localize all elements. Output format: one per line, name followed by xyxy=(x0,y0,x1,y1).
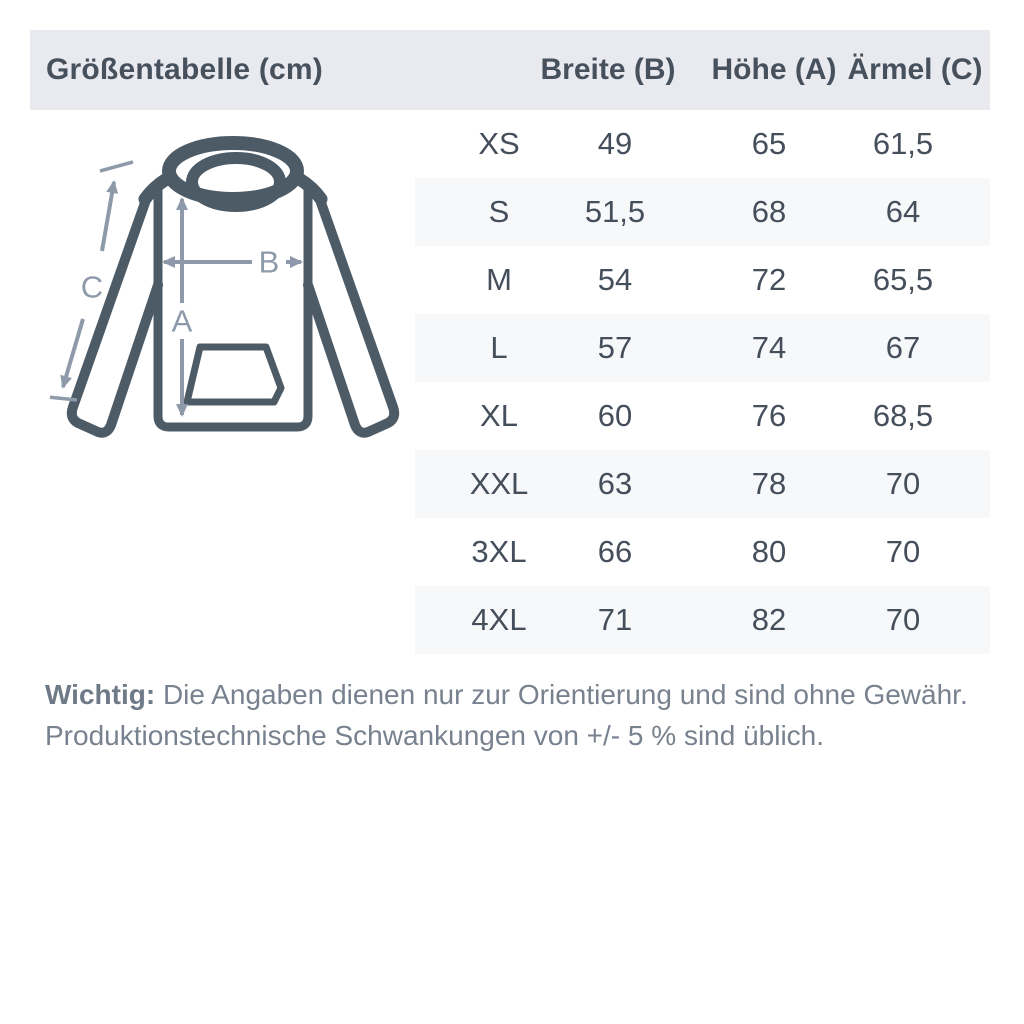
size-label: L xyxy=(490,330,508,365)
hoodie-outline xyxy=(72,143,394,433)
breite-value: 57 xyxy=(597,330,633,365)
table-row xyxy=(415,178,990,246)
hoehe-value: 65 xyxy=(751,126,787,161)
breite-value: 63 xyxy=(597,466,633,501)
hoehe-value: 76 xyxy=(751,398,787,433)
breite-value: 60 xyxy=(597,398,633,433)
size-label: XS xyxy=(478,126,520,161)
aermel-value: 64 xyxy=(885,194,921,229)
hoehe-value: 82 xyxy=(751,602,787,637)
page-title: Größentabelle (cm) xyxy=(46,53,323,86)
size-label: 4XL xyxy=(471,602,527,637)
hoehe-value: 74 xyxy=(751,330,787,365)
label-c: C xyxy=(80,269,104,305)
breite-value: 66 xyxy=(597,534,633,569)
table-header xyxy=(30,30,990,110)
breite-value: 54 xyxy=(597,262,633,297)
breite-value: 49 xyxy=(597,126,633,161)
table-row xyxy=(415,586,990,654)
breite-value: 71 xyxy=(597,602,633,637)
pocket-outline xyxy=(187,347,281,402)
size-table xyxy=(415,110,990,654)
size-label: XL xyxy=(480,398,518,433)
hoehe-value: 72 xyxy=(751,262,787,297)
table-row xyxy=(415,314,990,382)
measure-cap-top xyxy=(100,162,133,171)
aermel-value: 70 xyxy=(885,534,921,569)
column-header-hoehe: Höhe (A) xyxy=(711,53,837,86)
aermel-value: 68,5 xyxy=(872,398,934,433)
table-row xyxy=(415,382,990,450)
aermel-value: 67 xyxy=(885,330,921,365)
table-row xyxy=(415,246,990,314)
table-row xyxy=(415,110,990,178)
hoehe-value: 78 xyxy=(751,466,787,501)
size-label: 3XL xyxy=(471,534,527,569)
aermel-value: 65,5 xyxy=(872,262,934,297)
label-a: A xyxy=(171,303,193,339)
breite-value: 51,5 xyxy=(584,194,646,229)
hoodie-measurement-diagram xyxy=(50,135,410,461)
disclaimer xyxy=(45,674,975,756)
table-row xyxy=(415,518,990,586)
size-label: M xyxy=(486,262,512,297)
column-header-aermel: Ärmel (C) xyxy=(847,53,983,86)
aermel-value: 61,5 xyxy=(872,126,934,161)
aermel-value: 70 xyxy=(885,602,921,637)
disclaimer-text: Die Angaben dienen nur zur Orientierung und sind ohne Gewähr. xyxy=(155,679,968,710)
size-label: XXL xyxy=(469,466,529,501)
hoehe-value: 68 xyxy=(751,194,787,229)
disclaimer-line-1 xyxy=(45,674,975,715)
hoehe-value: 80 xyxy=(751,534,787,569)
size-chart-panel xyxy=(30,30,990,751)
table-row xyxy=(415,450,990,518)
label-b: B xyxy=(258,244,280,280)
aermel-value: 70 xyxy=(885,466,921,501)
disclaimer-bold: Wichtig: xyxy=(45,679,156,710)
column-header-breite: Breite (B) xyxy=(540,53,676,86)
disclaimer-line-2: Produktionstechnische Schwankungen von +/- 5 % sind üblich. xyxy=(45,720,825,751)
size-label: S xyxy=(488,194,510,229)
